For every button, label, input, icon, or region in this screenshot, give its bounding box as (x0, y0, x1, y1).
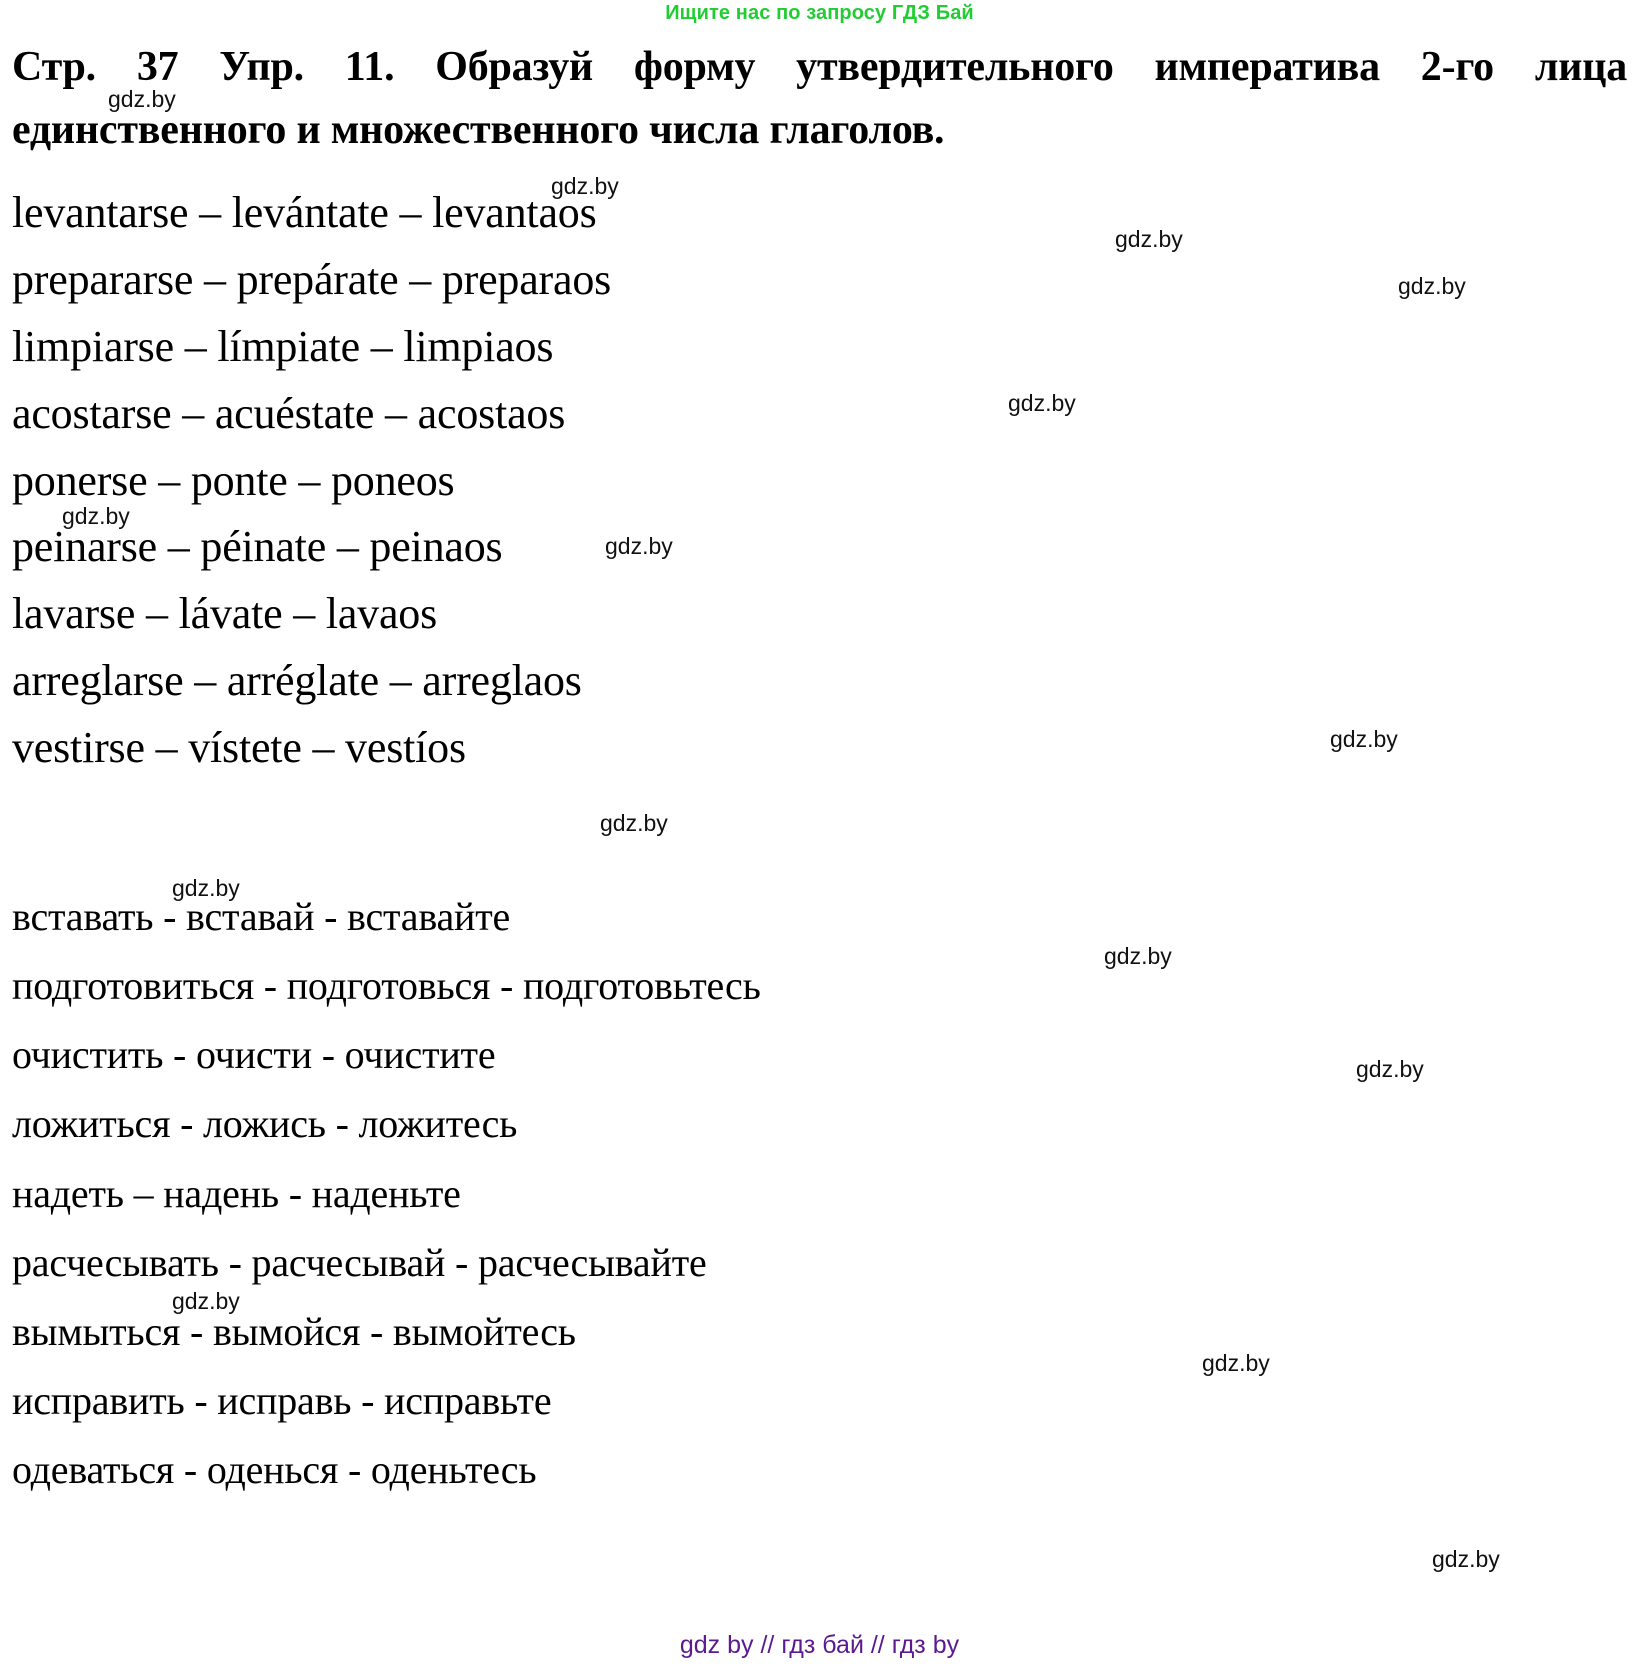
site-watermark: gdz.by (1356, 1056, 1424, 1082)
site-watermark: gdz.by (1202, 1350, 1270, 1376)
list-item: arreglarse – arréglate – arreglaos (12, 656, 582, 706)
site-watermark: gdz.by (172, 875, 240, 901)
site-watermark: gdz.by (600, 810, 668, 836)
list-item: ложиться - ложись - ложитесь (12, 1101, 518, 1147)
document-body (12, 36, 1627, 1505)
list-item: вымыться - вымойся - вымойтесь (12, 1309, 576, 1354)
list-item: расчесывать - расчесывай - расчесывайте (12, 1239, 707, 1285)
spanish-verb-list (12, 180, 1627, 782)
site-watermark: gdz.by (1398, 273, 1466, 299)
site-watermark: gdz.by (605, 533, 673, 559)
russian-verb-list (12, 882, 1627, 1505)
list-item: исправить - исправь - исправьте (12, 1378, 552, 1424)
list-item: peinarse – péinate – peinaos (12, 522, 503, 572)
site-watermark: gdz.by (108, 86, 176, 112)
list-item: подготовиться - подготовься - подготовьтесь (12, 963, 761, 1009)
list-item: очистить - очисти - очистите (12, 1032, 496, 1078)
list-item: prepararse – prepárate – preparaos (12, 254, 612, 304)
task-heading: Стр. 37 Упр. 11. Образуй форму утвердительного императива 2-го лица единственного и множественного числа глаголов. (12, 44, 1627, 153)
site-watermark: gdz.by (172, 1288, 240, 1314)
site-watermark: gdz.by (62, 503, 130, 529)
list-item: limpiarse – límpiate – limpiaos (12, 321, 554, 371)
list-item: ponerse – ponte – poneos (12, 455, 455, 505)
site-watermark: gdz.by (1008, 390, 1076, 416)
promo-banner: Ищите нас по запросу ГДЗ Бай (665, 2, 974, 24)
list-item: вставать - вставай - вставайте (12, 893, 511, 939)
list-item: levantarse – levántate – levantaos (12, 188, 597, 237)
site-watermark: gdz.by (1432, 1546, 1500, 1572)
site-watermark: gdz.by (551, 173, 619, 199)
list-item: надеть – надень - наденьте (12, 1170, 461, 1216)
site-watermark: gdz.by (1330, 726, 1398, 752)
site-watermark: gdz.by (1104, 943, 1172, 969)
footer-watermark: gdz by // гдз бай // гдз by (679, 1631, 960, 1659)
list-item: acostarse – acuéstate – acostaos (12, 388, 566, 438)
site-watermark: gdz.by (1115, 226, 1183, 252)
list-item: vestirse – vístete – vestíos (12, 723, 466, 772)
list-item: одеваться - оденься - оденьтесь (12, 1447, 537, 1493)
list-item: lavarse – lávate – lavaos (12, 589, 438, 639)
